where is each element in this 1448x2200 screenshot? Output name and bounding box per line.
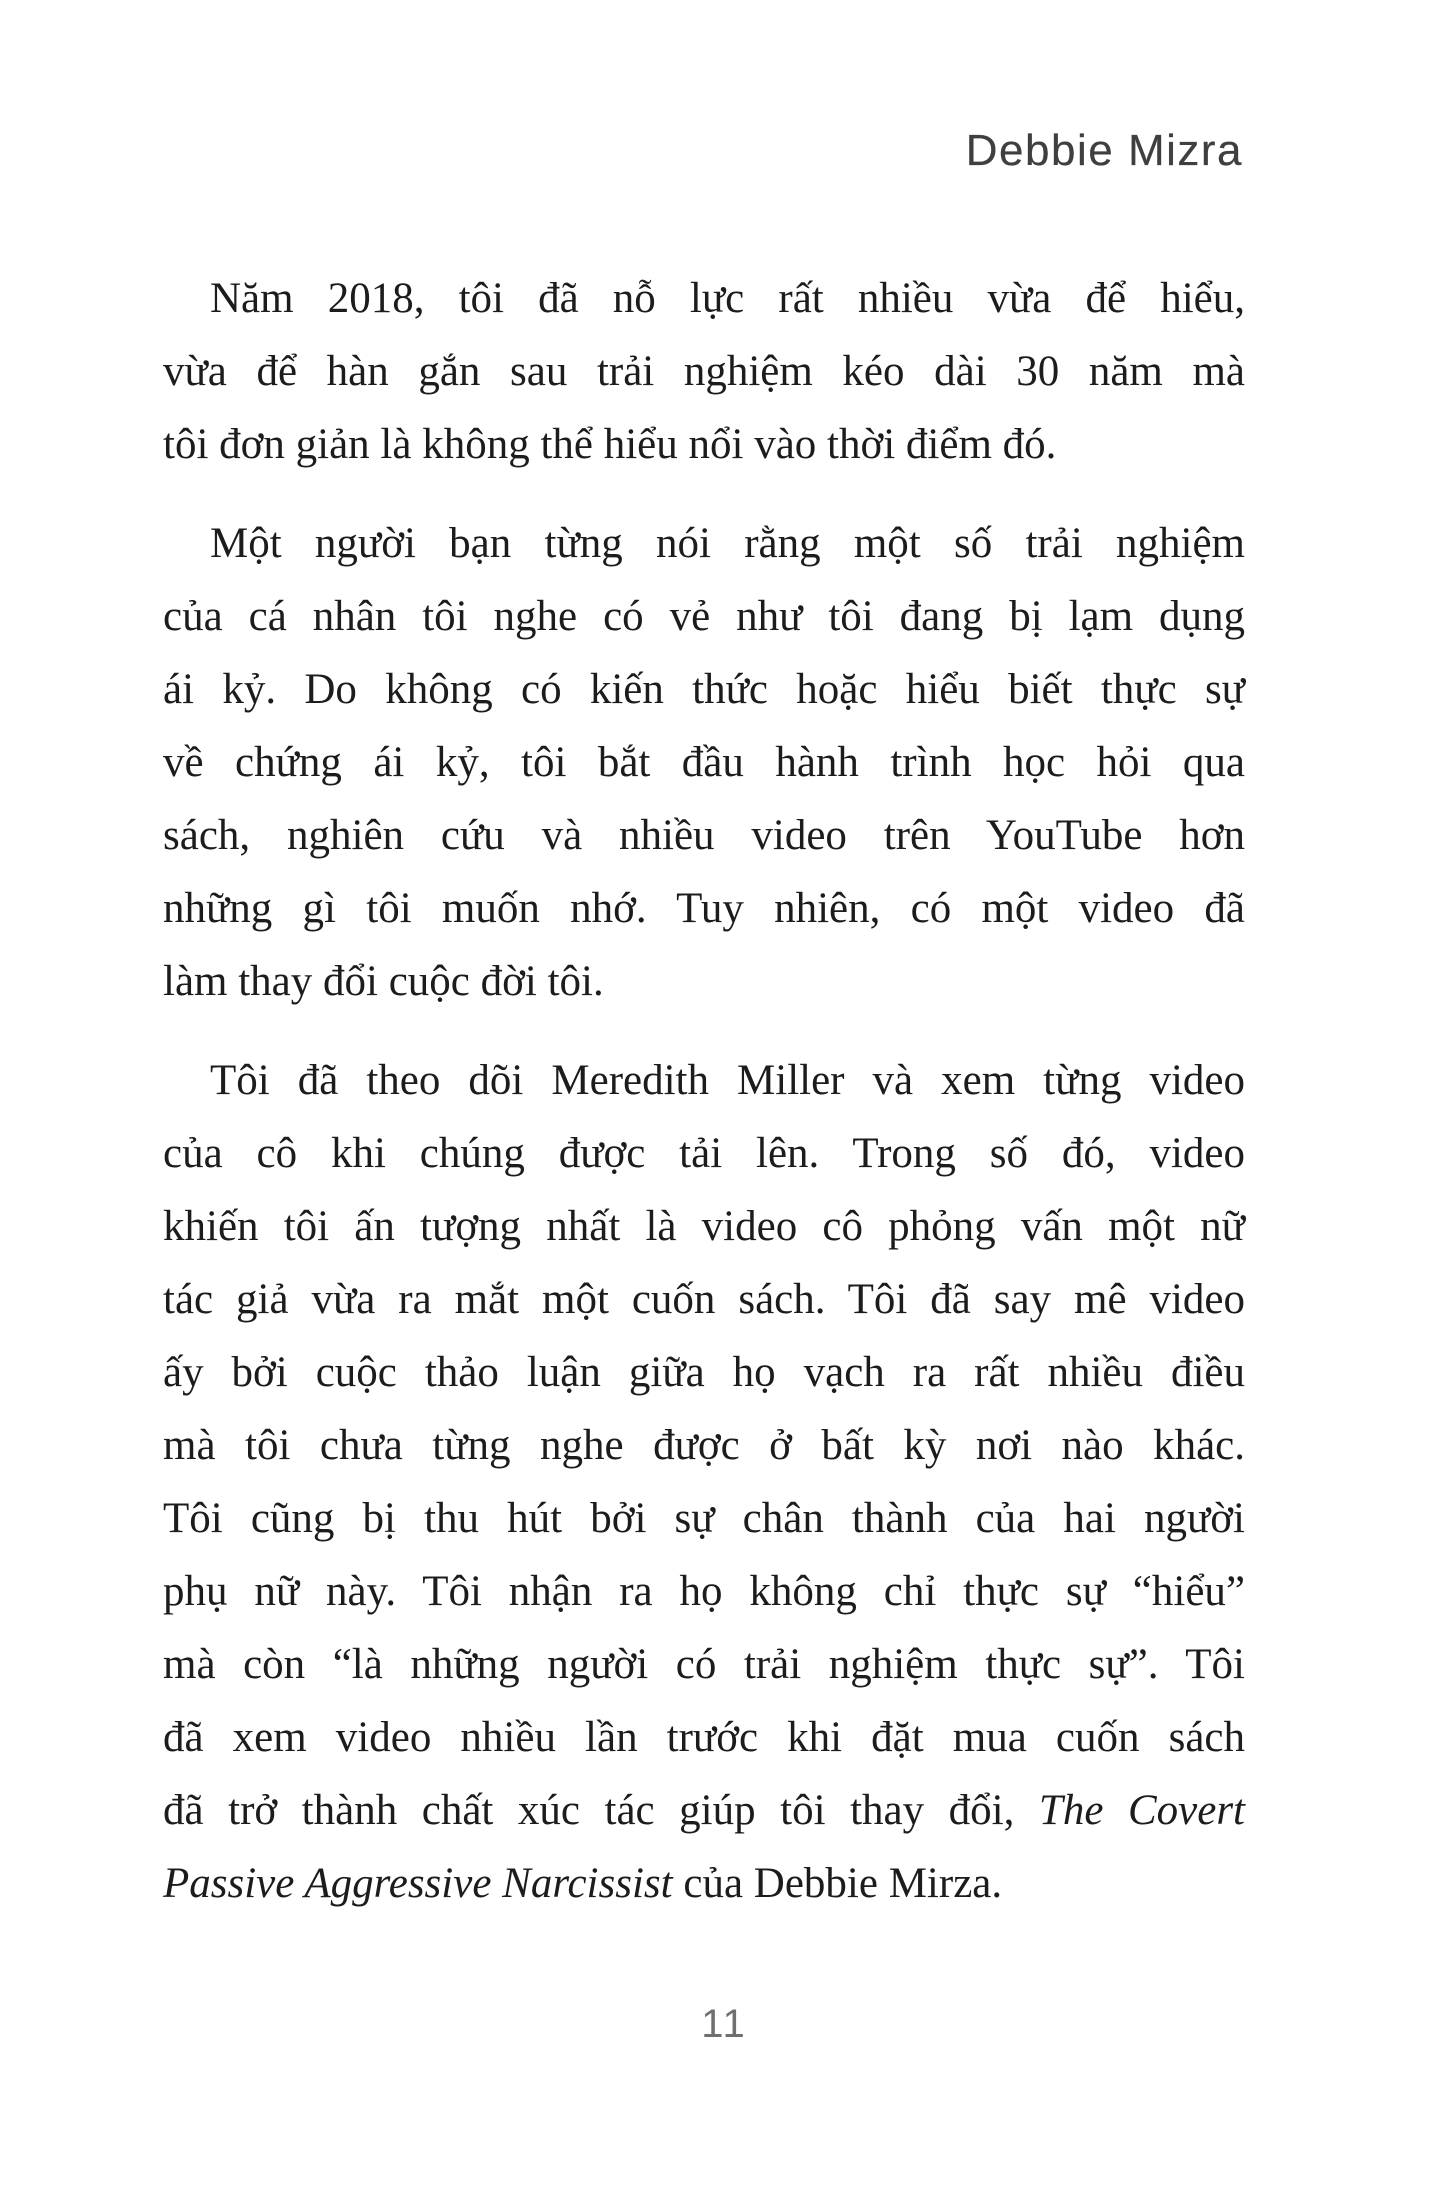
text-line: đã trở thành chất xúc tác giúp tôi thay đổi, The Covert — [163, 1787, 1245, 1834]
text-line: khiến tôi ấn tượng nhất là video cô phỏng vấn một nữ — [163, 1203, 1245, 1250]
text-line: sách, nghiên cứu và nhiều video trên YouTube hơn — [163, 812, 1245, 859]
text-line: của cô khi chúng được tải lên. Trong số đó, video — [163, 1130, 1245, 1177]
text-line: phụ nữ này. Tôi nhận ra họ không chỉ thực sự “hiểu” — [163, 1568, 1245, 1615]
text-line: Năm 2018, tôi đã nỗ lực rất nhiều vừa để hiểu, — [210, 275, 1245, 322]
text-line: Passive Aggressive Narcissist của Debbie Mirza. — [163, 1860, 1003, 1907]
page-number: 11 — [701, 2002, 747, 2046]
text-line: đã xem video nhiều lần trước khi đặt mua cuốn sách — [163, 1714, 1245, 1761]
text-line: tác giả vừa ra mắt một cuốn sách. Tôi đã say mê video — [163, 1276, 1245, 1323]
text-line: mà tôi chưa từng nghe được ở bất kỳ nơi nào khác. — [163, 1422, 1245, 1469]
text-line: ấy bởi cuộc thảo luận giữa họ vạch ra rất nhiều điều — [163, 1349, 1245, 1396]
text-line: về chứng ái kỷ, tôi bắt đầu hành trình học hỏi qua — [163, 739, 1245, 786]
text-line: tôi đơn giản là không thể hiểu nổi vào thời điểm đó. — [163, 421, 1057, 468]
paragraph — [163, 507, 1245, 1018]
text-line: vừa để hàn gắn sau trải nghiệm kéo dài 30 năm mà — [163, 348, 1245, 395]
text-line: Tôi cũng bị thu hút bởi sự chân thành của hai người — [163, 1495, 1245, 1542]
text-line: những gì tôi muốn nhớ. Tuy nhiên, có một video đã — [163, 885, 1245, 932]
running-header-author: Debbie Mizra — [965, 126, 1243, 175]
paragraph — [163, 1044, 1245, 1920]
text-line: Tôi đã theo dõi Meredith Miller và xem từng video — [210, 1057, 1245, 1104]
text-line: Một người bạn từng nói rằng một số trải nghiệm — [210, 520, 1245, 567]
text-line: ái kỷ. Do không có kiến thức hoặc hiểu biết thực sự — [163, 666, 1245, 713]
text-line: của cá nhân tôi nghe có vẻ như tôi đang bị lạm dụng — [163, 593, 1245, 640]
body-text — [163, 262, 1245, 1920]
text-line: làm thay đổi cuộc đời tôi. — [163, 958, 604, 1005]
text-line: mà còn “là những người có trải nghiệm thực sự”. Tôi — [163, 1641, 1245, 1688]
paragraph — [163, 262, 1245, 481]
